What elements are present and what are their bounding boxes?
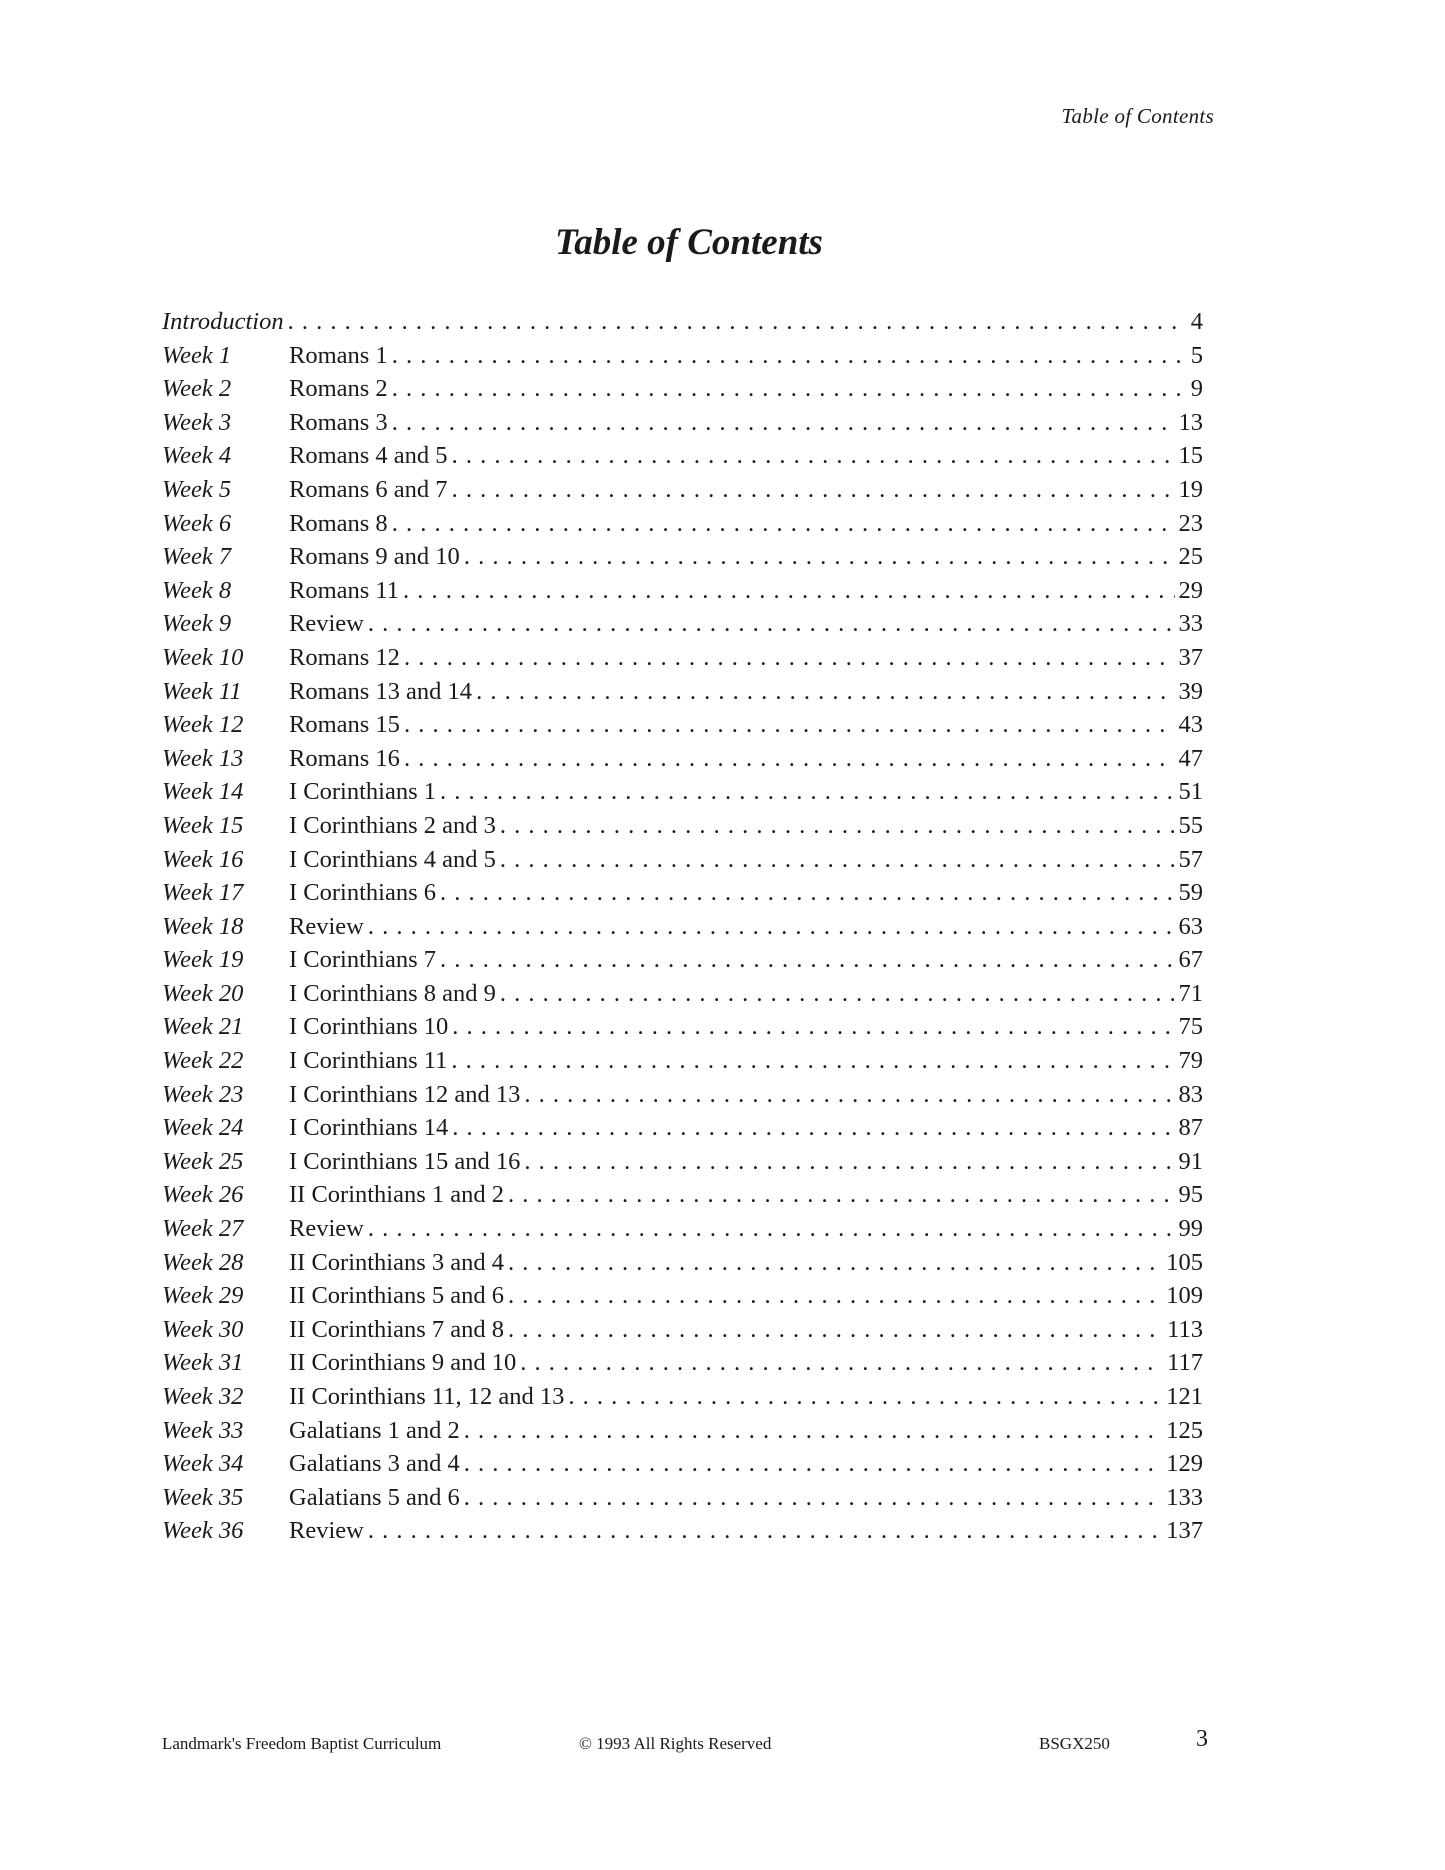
toc-week-label: Week 29 [162,1282,244,1310]
toc-page-number: 99 [1178,1215,1203,1243]
toc-entry-title: I Corinthians 14 [289,1114,449,1142]
toc-entry-row [162,442,1203,476]
toc-leader-dots [520,1349,1163,1377]
toc-entry-title: I Corinthians 4 and 5 [289,845,496,873]
toc-page-number: 117 [1167,1349,1203,1377]
footer-copyright: © 1993 All Rights Reserved [579,1734,772,1753]
toc-leader-dots [451,1047,1174,1075]
toc-entry-title: Romans 12 [289,643,400,671]
toc-entry-row [162,980,1203,1014]
toc-entry-row [162,1047,1203,1081]
toc-page-number: 23 [1178,509,1203,537]
footer-publisher: Landmark's Freedom Baptist Curriculum [162,1734,442,1753]
toc-entry-title: Romans 3 [289,408,388,436]
toc-entry-row [162,577,1203,611]
toc-page-number: 29 [1178,576,1203,604]
toc-entry-title: I Corinthians 1 [289,778,436,806]
toc-entry-title: I Corinthians 6 [289,879,436,907]
toc-page-number: 9 [1190,375,1203,403]
toc-page-number: 113 [1167,1315,1203,1343]
toc-entry-row [162,1316,1203,1350]
toc-leader-dots [452,1114,1174,1142]
toc-page-number: 109 [1166,1282,1203,1310]
toc-leader-dots [404,644,1175,672]
toc-entry-title: I Corinthians 7 [289,946,436,974]
toc-entry-title: Review [289,610,364,638]
toc-entry-title: Romans 15 [289,711,400,739]
toc-week-label: Week 20 [162,979,244,1007]
running-head: Table of Contents [1061,104,1214,128]
toc-entry-row [162,610,1203,644]
toc-leader-dots [440,879,1175,907]
toc-week-label: Week 4 [162,442,232,470]
toc-page-number: 19 [1178,475,1203,503]
toc-page-number: 37 [1178,643,1203,671]
toc-leader-dots [508,1316,1163,1344]
toc-page-number: 125 [1166,1416,1203,1444]
toc-week-label: Week 30 [162,1315,244,1343]
toc-page-number: 51 [1178,778,1203,806]
toc-leader-dots [368,1215,1175,1243]
toc-week-label: Week 12 [162,711,244,739]
toc-page-number: 47 [1178,744,1203,772]
toc-leader-dots [524,1081,1174,1109]
toc-entries [162,342,1203,1551]
toc-entry-row [162,1181,1203,1215]
toc-entry-title: I Corinthians 15 and 16 [289,1147,521,1175]
toc-leader-dots [508,1282,1162,1310]
toc-entry-title: II Corinthians 7 and 8 [289,1315,505,1343]
toc-week-label: Week 27 [162,1215,244,1243]
toc-entry-title: Galatians 5 and 6 [289,1483,460,1511]
toc-leader-dots [288,308,1187,336]
toc-leader-dots [392,510,1175,538]
toc-page-number: 91 [1178,1147,1203,1175]
toc-page-number: 15 [1178,442,1203,470]
toc-entry-title: I Corinthians 8 and 9 [289,979,496,1007]
toc-week-label: Week 19 [162,946,244,974]
toc-week-label: Week 25 [162,1147,244,1175]
toc-entry-title: II Corinthians 3 and 4 [289,1248,505,1276]
toc-page-number: 13 [1178,408,1203,436]
toc-week-label: Week 18 [162,912,244,940]
toc-leader-dots [464,1450,1162,1478]
toc-entry-title: I Corinthians 10 [289,1013,449,1041]
toc-entry-row [162,644,1203,678]
toc-introduction-row [162,308,1203,342]
toc-entry-row [162,879,1203,913]
toc-entry-row [162,778,1203,812]
toc-entry-title: I Corinthians 2 and 3 [289,811,496,839]
toc-entry-title: Galatians 3 and 4 [289,1450,460,1478]
toc-entry-row [162,1282,1203,1316]
toc-entry-title: II Corinthians 1 and 2 [289,1181,505,1209]
toc-page-number: 55 [1178,811,1203,839]
toc-leader-dots [500,846,1175,874]
toc-entry-row [162,476,1203,510]
toc-entry-row [162,510,1203,544]
toc-page-number: 43 [1178,711,1203,739]
toc-leader-dots [464,1417,1162,1445]
toc-leader-dots [392,409,1175,437]
toc-leader-dots [568,1383,1162,1411]
table-of-contents [162,308,1203,1551]
toc-entry-title: Romans 13 and 14 [289,677,473,705]
toc-week-label: Week 34 [162,1450,244,1478]
toc-page-number: 63 [1178,912,1203,940]
toc-entry-row [162,1517,1203,1551]
toc-page-number: 95 [1178,1181,1203,1209]
toc-page-number: 79 [1178,1047,1203,1075]
toc-entry-row [162,1383,1203,1417]
toc-page-number: 137 [1166,1517,1203,1545]
toc-entry-title: Romans 16 [289,744,400,772]
toc-entry-row [162,711,1203,745]
toc-leader-dots [392,342,1187,370]
toc-introduction-label: Introduction [162,308,284,335]
toc-leader-dots [452,476,1175,504]
toc-entry-title: II Corinthians 9 and 10 [289,1349,517,1377]
toc-leader-dots [404,711,1175,739]
toc-entry-row [162,1148,1203,1182]
toc-leader-dots [440,778,1175,806]
toc-week-label: Week 23 [162,1080,244,1108]
toc-week-label: Week 33 [162,1416,244,1444]
toc-entry-row [162,1349,1203,1383]
toc-page-number: 5 [1190,341,1203,369]
toc-entry-title: Review [289,1215,364,1243]
toc-entry-title: II Corinthians 11, 12 and 13 [289,1383,565,1410]
toc-entry-title: Romans 2 [289,375,388,403]
toc-page-number: 83 [1178,1080,1203,1108]
toc-entry-title: Galatians 1 and 2 [289,1416,460,1444]
toc-entry-row [162,812,1203,846]
toc-entry-title: I Corinthians 12 and 13 [289,1080,521,1108]
toc-entry-title: Romans 4 and 5 [289,442,448,470]
toc-entry-title: Romans 6 and 7 [289,475,448,503]
toc-week-label: Week 32 [162,1383,244,1410]
toc-week-label: Week 15 [162,811,244,839]
toc-page-number: 71 [1178,979,1203,1007]
toc-page-number: 33 [1178,610,1203,638]
toc-entry-title: Romans 1 [289,341,388,369]
toc-week-label: Week 35 [162,1483,244,1511]
toc-week-label: Week 16 [162,845,244,873]
toc-leader-dots [368,913,1175,941]
toc-week-label: Week 21 [162,1013,244,1041]
toc-leader-dots [403,577,1174,605]
toc-page-number: 75 [1178,1013,1203,1041]
toc-week-label: Week 11 [162,677,242,705]
toc-entry-row [162,1081,1203,1115]
toc-week-label: Week 6 [162,509,232,537]
toc-leader-dots [500,812,1175,840]
toc-leader-dots [452,1013,1174,1041]
footer-page-number: 3 [1196,1726,1208,1752]
toc-page-number: 39 [1178,677,1203,705]
toc-leader-dots [508,1249,1162,1277]
toc-page-number: 67 [1178,946,1203,974]
toc-week-label: Week 9 [162,610,232,638]
toc-leader-dots [392,375,1187,403]
toc-leader-dots [404,745,1175,773]
toc-entry-row [162,1215,1203,1249]
toc-week-label: Week 28 [162,1248,244,1276]
toc-week-label: Week 10 [162,643,244,671]
toc-page-number: 121 [1166,1383,1203,1410]
toc-leader-dots [368,1517,1162,1545]
toc-page-number: 129 [1166,1450,1203,1478]
toc-entry-title: Romans 9 and 10 [289,543,460,571]
toc-entry-row [162,375,1203,409]
toc-week-label: Week 3 [162,408,232,436]
toc-entry-title: I Corinthians 11 [289,1047,448,1075]
toc-entry-row [162,1114,1203,1148]
toc-entry-row [162,1249,1203,1283]
toc-page-number: 133 [1166,1483,1203,1511]
toc-entry-row [162,1417,1203,1451]
toc-entry-row [162,913,1203,947]
toc-entry-title: II Corinthians 5 and 6 [289,1282,505,1310]
toc-week-label: Week 22 [162,1047,244,1075]
toc-leader-dots [368,610,1175,638]
toc-entry-title: Review [289,912,364,940]
toc-week-label: Week 1 [162,341,232,369]
toc-leader-dots [464,543,1175,571]
toc-leader-dots [464,1484,1162,1512]
toc-week-label: Week 2 [162,375,232,403]
toc-week-label: Week 7 [162,543,232,571]
toc-entry-row [162,946,1203,980]
toc-week-label: Week 5 [162,475,232,503]
toc-entry-row [162,543,1203,577]
toc-leader-dots [440,946,1175,974]
toc-leader-dots [452,442,1175,470]
toc-page-number: 4 [1190,308,1203,335]
toc-entry-row [162,678,1203,712]
toc-leader-dots [500,980,1175,1008]
toc-entry-row [162,846,1203,880]
toc-week-label: Week 31 [162,1349,244,1377]
toc-entry-row [162,342,1203,376]
footer-code: BSGX250 [1039,1734,1110,1753]
toc-entry-title: Review [289,1517,364,1545]
toc-page-number: 105 [1166,1248,1203,1276]
toc-entry-row [162,745,1203,779]
toc-leader-dots [524,1148,1174,1176]
toc-page-number: 87 [1178,1114,1203,1142]
page-title: Table of Contents [555,222,823,263]
toc-leader-dots [508,1181,1174,1209]
toc-page-number: 25 [1178,543,1203,571]
toc-entry-row [162,1484,1203,1518]
toc-leader-dots [476,678,1174,706]
toc-week-label: Week 8 [162,576,232,604]
toc-page-number: 59 [1178,879,1203,907]
toc-entry-title: Romans 8 [289,509,388,537]
toc-entry-title: Romans 11 [289,576,400,604]
toc-week-label: Week 17 [162,879,244,907]
toc-entry-row [162,1013,1203,1047]
toc-week-label: Week 36 [162,1517,244,1545]
toc-week-label: Week 26 [162,1181,244,1209]
toc-week-label: Week 13 [162,744,244,772]
toc-entry-row [162,1450,1203,1484]
toc-page-number: 57 [1178,845,1203,873]
toc-week-label: Week 24 [162,1114,244,1142]
toc-week-label: Week 14 [162,778,244,806]
toc-entry-row [162,409,1203,443]
